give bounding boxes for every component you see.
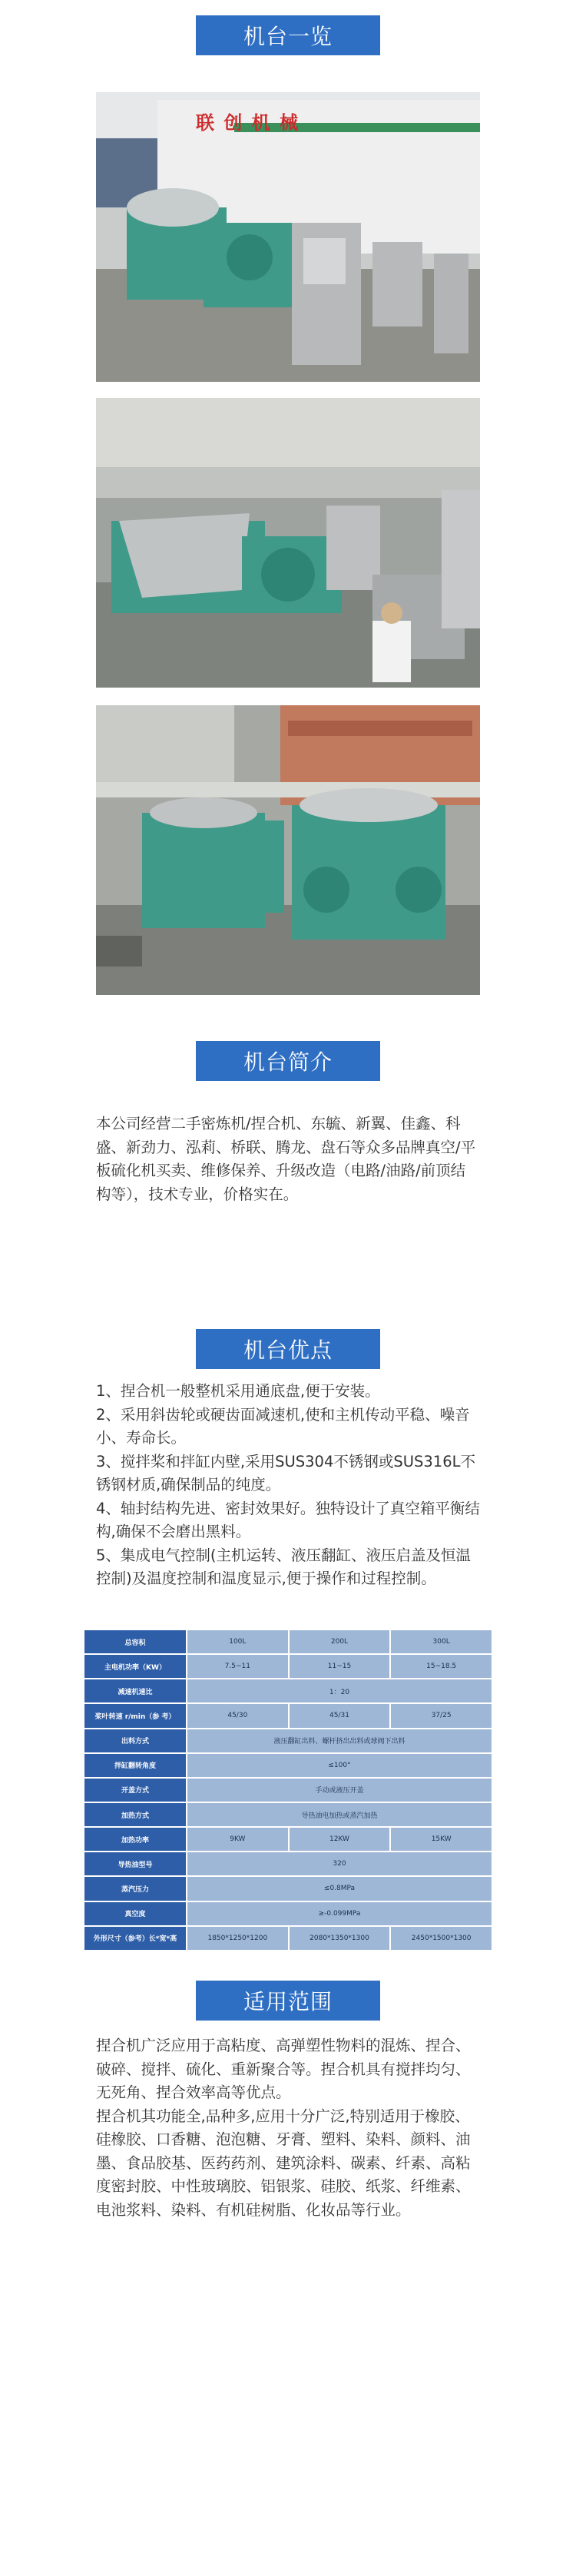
table-row (84, 1852, 492, 1876)
factory-sign: 联 创 机 械 (196, 112, 300, 134)
table-row-label: 减速机速比 (84, 1679, 187, 1703)
machine-photo-1 (96, 92, 480, 382)
table-header-cell: 200L (289, 1629, 391, 1654)
table-cell: 12KW (289, 1827, 391, 1852)
table-row (84, 1926, 492, 1951)
table-cell: 液压翻缸出料、螺杆挤出出料或球阀下出料 (187, 1729, 492, 1753)
table-row (84, 1827, 492, 1852)
section-header-intro (0, 1041, 576, 1081)
table-row-label: 桨叶转速 r/min（参 考） (84, 1703, 187, 1728)
advantage-item: 5、集成电气控制(主机运转、液压翻缸、液压启盖及恒温控制)及温度控制和温度显示,便于操作和过程控制。 (96, 1546, 472, 1587)
table-cell: 15~18.5 (390, 1654, 492, 1679)
table-cell: 45/31 (289, 1703, 391, 1728)
intro-paragraph (96, 1112, 480, 1206)
section-header-scope (0, 1981, 576, 2021)
table-row (84, 1802, 492, 1827)
table-row (84, 1778, 492, 1802)
table-cell: 37/25 (390, 1703, 492, 1728)
table-row-label: 外形尺寸（参考）长*宽*高 (84, 1926, 187, 1951)
table-cell: 1850*1250*1200 (187, 1926, 289, 1951)
spec-table (83, 1629, 493, 1951)
table-row (84, 1703, 492, 1728)
table-cell: 2080*1350*1300 (289, 1926, 391, 1951)
table-row-label: 真空度 (84, 1901, 187, 1926)
table-row-label: 加热方式 (84, 1802, 187, 1827)
table-header-cell: 100L (187, 1629, 289, 1654)
table-row (84, 1901, 492, 1926)
scope-paragraphs (96, 2034, 480, 2222)
section-title-scope: 适用范围 (196, 1981, 380, 2021)
table-cell: 1：20 (187, 1679, 492, 1703)
table-row-label: 加热功率 (84, 1827, 187, 1852)
table-row (84, 1729, 492, 1753)
machine-photo-3 (96, 705, 480, 995)
advantage-item: 4、轴封结构先进、密封效果好。独特设计了真空箱平衡结构,确保不会磨出黑料。 (96, 1499, 480, 1540)
table-cell: 15KW (390, 1827, 492, 1852)
section-header-overview (0, 15, 576, 55)
table-header-cell: 总容积 (84, 1629, 187, 1654)
table-cell: ≥-0.099MPa (187, 1901, 492, 1926)
table-row-label: 出料方式 (84, 1729, 187, 1753)
table-row (84, 1753, 492, 1778)
machine-photo-2 (96, 398, 480, 688)
advantage-item: 1、捏合机一般整机采用通底盘,便于安装。 (96, 1382, 380, 1400)
section-title-overview: 机台一览 (196, 15, 380, 55)
advantages-list (96, 1380, 480, 1591)
table-cell: 7.5~11 (187, 1654, 289, 1679)
table-cell: 320 (187, 1852, 492, 1876)
table-row (84, 1876, 492, 1901)
table-row-label: 开盖方式 (84, 1778, 187, 1802)
table-row-label: 导热油型号 (84, 1852, 187, 1876)
section-title-advantages: 机台优点 (196, 1329, 380, 1369)
table-cell: ≤100° (187, 1753, 492, 1778)
table-row (84, 1654, 492, 1679)
table-cell: 手动或液压开盖 (187, 1778, 492, 1802)
section-header-advantages (0, 1329, 576, 1369)
table-cell: ≤0.8MPa (187, 1876, 492, 1901)
table-cell: 45/30 (187, 1703, 289, 1728)
table-row-label: 主电机功率（KW） (84, 1654, 187, 1679)
table-cell: 导热油电加热或蒸汽加热 (187, 1802, 492, 1827)
table-header-cell: 300L (390, 1629, 492, 1654)
scope-paragraph: 捏合机其功能全,品种多,应用十分广泛,特别适用于橡胶、硅橡胶、口香糖、泡泡糖、牙膏、塑料、染料、颜料、油墨、食品胶基、医药药剂、建筑涂料、碳素、纤素、高粘度密封胶、中性玻璃胶、铝银浆、硅胶、纸浆、纤维素、电池浆料、染料、有机硅树脂、化妆品等行业。 (96, 2107, 471, 2219)
table-row-label: 蒸汽压力 (84, 1876, 187, 1901)
table-cell: 11~15 (289, 1654, 391, 1679)
spec-table-wrapper (83, 1629, 493, 1951)
intro-text: 本公司经营二手密炼机/捏合机、东毓、新翼、佳鑫、科盛、新劲力、泓莉、桥联、腾龙、盘石等众多品牌真空/平板硫化机买卖、维修保养、升级改造（电路/油路/前顶结构等），技术专业，价格实在。 (96, 1115, 476, 1203)
scope-paragraph: 捏合机广泛应用于高粘度、高弹塑性物料的混炼、捏合、破碎、搅拌、硫化、重新聚合等。捏合机具有搅拌均匀、无死角、捏合效率高等优点。 (96, 2037, 471, 2101)
section-title-intro: 机台简介 (196, 1041, 380, 1081)
table-header-row (84, 1629, 492, 1654)
table-row (84, 1679, 492, 1703)
table-row-label: 拌缸翻转角度 (84, 1753, 187, 1778)
table-cell: 9KW (187, 1827, 289, 1852)
table-cell: 2450*1500*1300 (390, 1926, 492, 1951)
advantage-item: 3、搅拌桨和拌缸内壁,采用SUS304不锈钢或SUS316L不锈钢材质,确保制品的纯度。 (96, 1452, 475, 1494)
advantage-item: 2、采用斜齿轮或硬齿面减速机,使和主机传动平稳、噪音小、寿命长。 (96, 1405, 470, 1447)
